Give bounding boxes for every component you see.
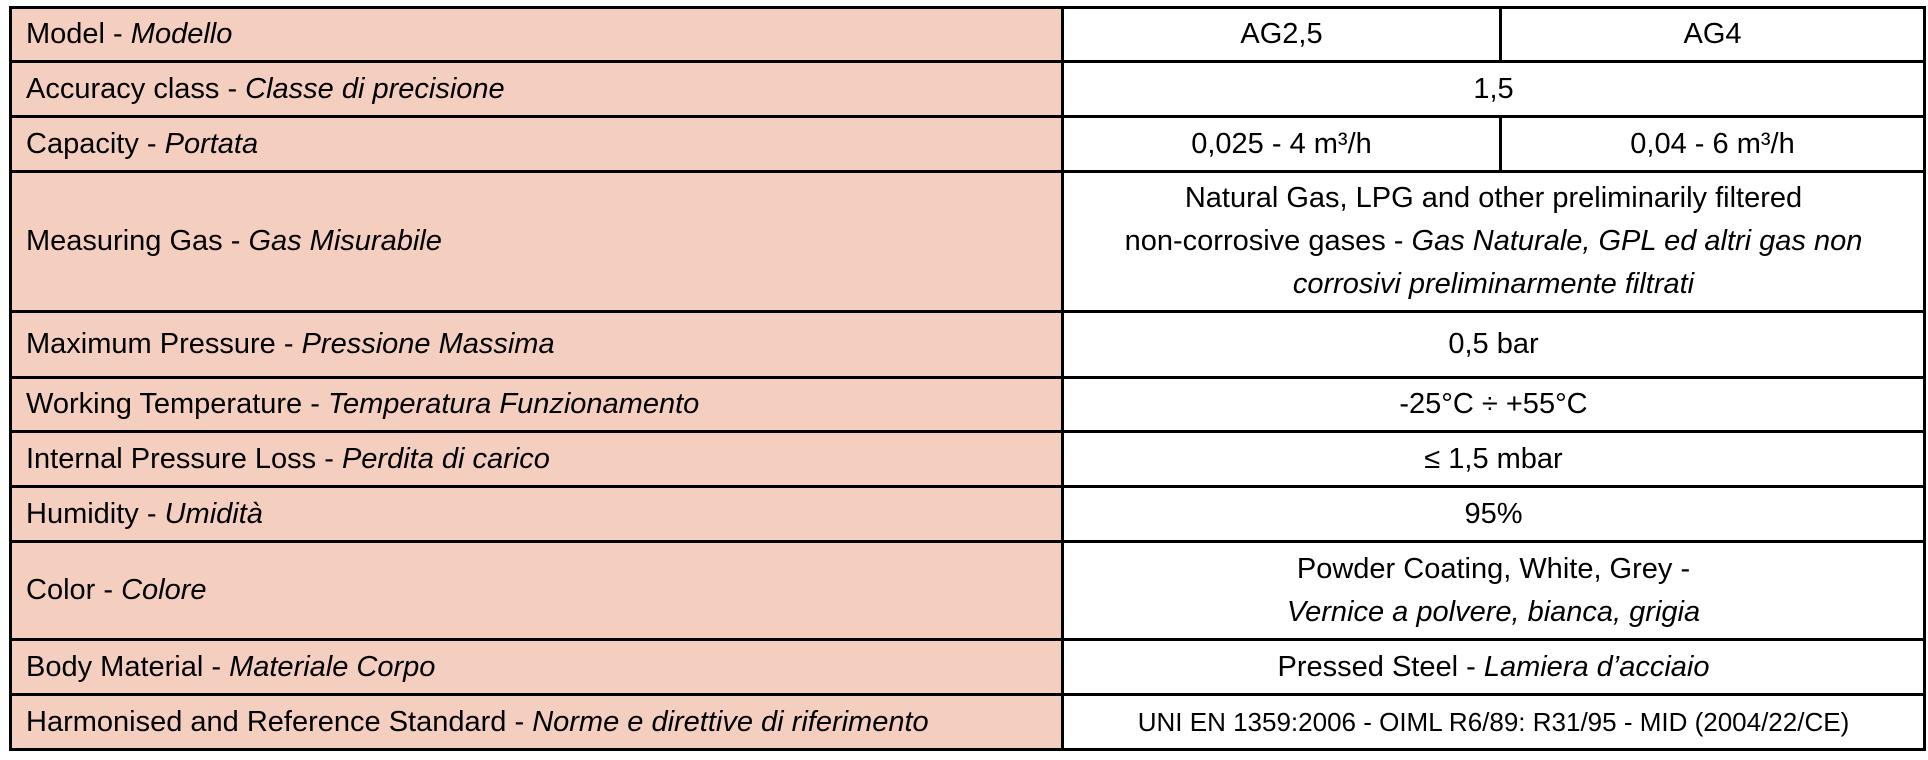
value-humidity: 95% — [1063, 487, 1925, 542]
table-row — [11, 172, 1925, 312]
row-label-model: Model - Modello — [11, 8, 1063, 62]
table-row — [11, 8, 1925, 62]
table-row — [11, 695, 1925, 750]
row-label-color: Color - Colore — [11, 542, 1063, 640]
value-color: Powder Coating, White, Grey - Vernice a polvere, bianca, grigia — [1063, 542, 1925, 640]
value-capacity-ag25: 0,025 - 4 m³/h — [1063, 117, 1501, 172]
table-row — [11, 640, 1925, 695]
value-max-pressure: 0,5 bar — [1063, 312, 1925, 378]
value-body-material: Pressed Steel - Lamiera d’acciaio — [1063, 640, 1925, 695]
row-label-humidity: Humidity - Umidità — [11, 487, 1063, 542]
value-working-temp: -25°C ÷ +55°C — [1063, 378, 1925, 432]
spec-table — [9, 6, 1926, 751]
row-label-max-pressure: Maximum Pressure - Pressione Massima — [11, 312, 1063, 378]
row-label-standard: Harmonised and Reference Standard - Norme e direttive di riferimento — [11, 695, 1063, 750]
table-row — [11, 542, 1925, 640]
value-model-ag25: AG2,5 — [1063, 8, 1501, 62]
table-row — [11, 432, 1925, 487]
table-row — [11, 312, 1925, 378]
value-accuracy: 1,5 — [1063, 62, 1925, 117]
value-capacity-ag4: 0,04 - 6 m³/h — [1501, 117, 1925, 172]
spec-sheet — [9, 6, 1923, 754]
row-label-pressure-loss: Internal Pressure Loss - Perdita di carico — [11, 432, 1063, 487]
value-measuring-gas: Natural Gas, LPG and other preliminarily filtered non-corrosive gases - Gas Naturale, GPL ed altri gas non corrosivi preliminarmente filtrati — [1063, 172, 1925, 312]
row-label-capacity: Capacity - Portata — [11, 117, 1063, 172]
table-row — [11, 487, 1925, 542]
value-pressure-loss: ≤ 1,5 mbar — [1063, 432, 1925, 487]
table-row — [11, 117, 1925, 172]
row-label-body-material: Body Material - Materiale Corpo — [11, 640, 1063, 695]
table-row — [11, 378, 1925, 432]
value-standard: UNI EN 1359:2006 - OIML R6/89: R31/95 - MID (2004/22/CE) — [1063, 695, 1925, 750]
table-row — [11, 62, 1925, 117]
row-label-working-temp: Working Temperature - Temperatura Funzionamento — [11, 378, 1063, 432]
value-model-ag4: AG4 — [1501, 8, 1925, 62]
row-label-accuracy: Accuracy class - Classe di precisione — [11, 62, 1063, 117]
row-label-measuring-gas: Measuring Gas - Gas Misurabile — [11, 172, 1063, 312]
